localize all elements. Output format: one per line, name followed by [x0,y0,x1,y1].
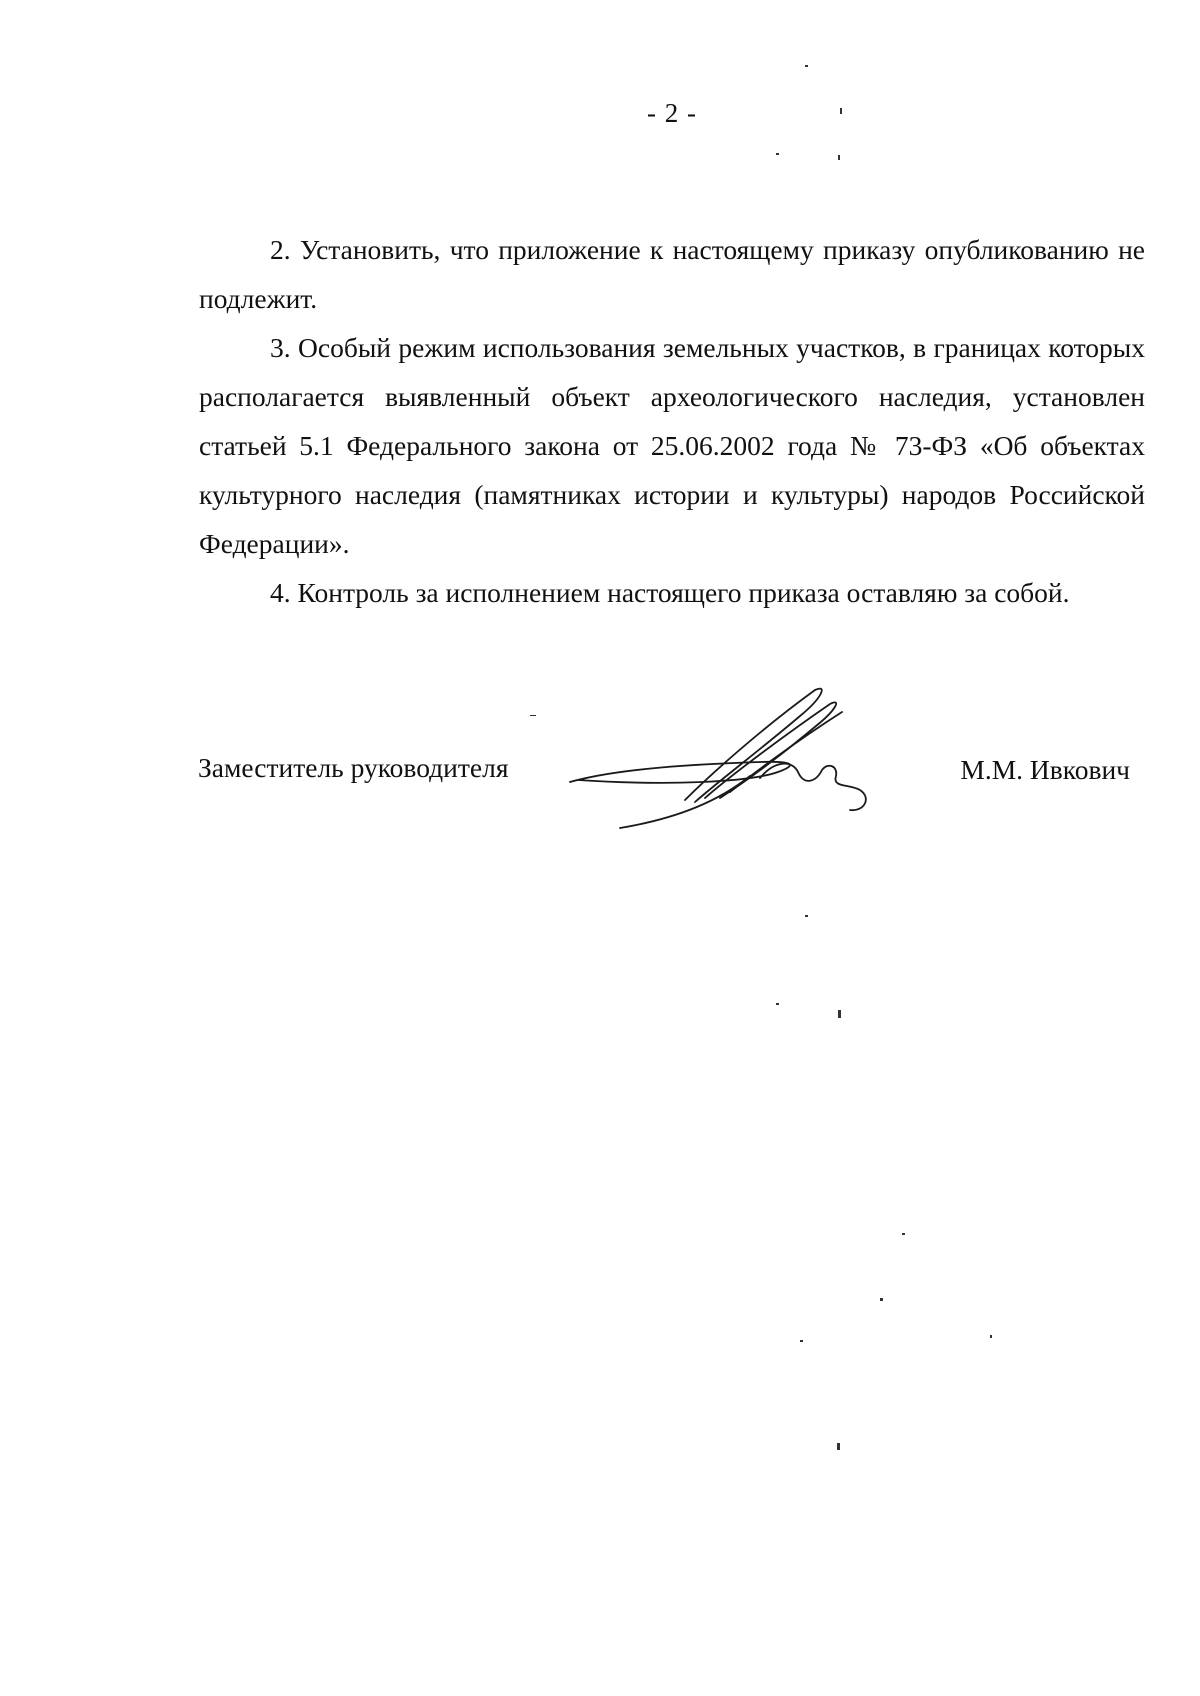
scan-speck [838,1010,841,1018]
scan-speck [776,153,779,155]
document-body [199,225,1145,617]
handwritten-signature-icon [560,680,900,840]
scan-speck [530,715,536,716]
page-number: - 2 - [647,98,697,128]
scan-speck [805,915,808,917]
scan-speck [880,1298,883,1301]
scan-speck [990,1335,992,1338]
scan-speck [840,108,842,114]
signatory-title: Заместитель руководителя [198,752,509,783]
scan-speck [837,1443,840,1450]
scan-speck [902,1233,905,1235]
scan-speck [776,1003,779,1005]
signatory-name: М.М. Ивкович [960,754,1130,785]
scan-speck [838,155,840,160]
scan-speck [800,1340,803,1342]
paragraph-2: 2. Установить, что приложение к настоящему приказу опубликованию не подлежит. [199,234,1145,314]
scan-speck [805,65,808,67]
paragraph-3: 3. Особый режим использования земельных участков, в границах которых располагается выявленный объект археологического наследия, установлен статьей 5.1 Федерального закона от 25.06.2002 года № 73-ФЗ «Об объектах культурного наследия (памятниках истории и культуры) народов Российской Федерации». [199,332,1145,559]
paragraph-4: 4. Контроль за исполнением настоящего приказа оставляю за собой. [270,577,1070,608]
